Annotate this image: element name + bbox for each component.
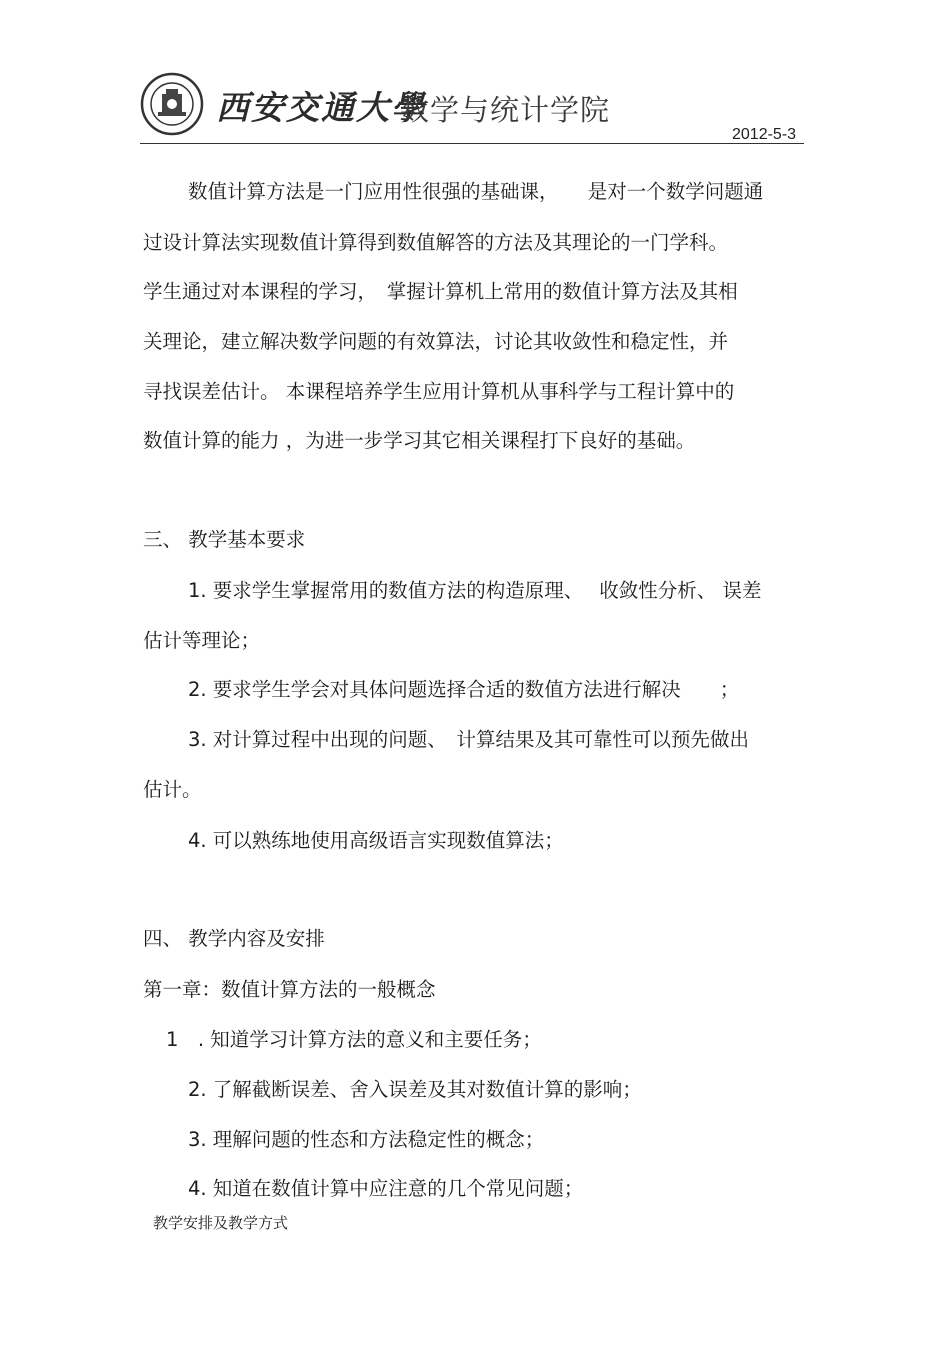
requirement-item: 估计。	[143, 778, 202, 801]
header-date: 2012-5-3	[732, 126, 797, 143]
chapter-title: 第一章：数值计算方法的一般概念	[143, 978, 436, 1001]
intro-line: 数值计算方法是一门应用性很强的基础课， 是对一个数学问题通	[188, 180, 764, 203]
chapter-item: 4. 知道在数值计算中应注意的几个常见问题；	[188, 1177, 584, 1200]
university-seal-logo	[140, 72, 204, 136]
requirement-item: 2. 要求学生学会对具体问题选择合适的数值方法进行解决 ；	[188, 678, 740, 701]
section-heading: 三、 教学基本要求	[143, 528, 306, 551]
school-name: 数学与统计学院	[400, 93, 611, 127]
chapter-item: 2. 了解截断误差、舍入误差及其对数值计算的影响；	[188, 1078, 642, 1101]
university-name: 西安交通大學	[216, 88, 426, 127]
section-heading: 四、 教学内容及安排	[143, 927, 325, 950]
chapter-item: 3. 理解问题的性态和方法稳定性的概念；	[188, 1128, 545, 1151]
requirement-item: 3. 对计算过程中出现的问题、 计算结果及其可靠性可以预先做出	[188, 728, 750, 751]
requirement-item: 4. 可以熟练地使用高级语言实现数值算法；	[188, 829, 564, 852]
intro-line: 学生通过对本课程的学习， 掌握计算机上常用的数值计算方法及其相	[143, 280, 738, 303]
requirement-item: 1. 要求学生掌握常用的数值方法的构造原理、 收敛性分析、 误差	[188, 579, 762, 602]
chapter-item: 1 . 知道学习计算方法的意义和主要任务；	[166, 1028, 542, 1051]
page-header	[140, 68, 810, 146]
requirement-item: 估计等理论；	[143, 629, 261, 652]
intro-line: 过设计算法实现数值计算得到数值解答的方法及其理论的一门学科。	[143, 231, 729, 254]
header-rule	[140, 143, 804, 144]
intro-line: 寻找误差估计。 本课程培养学生应用计算机从事科学与工程计算中的	[143, 380, 735, 403]
footer-note: 教学安排及教学方式	[153, 1214, 289, 1232]
intro-line: 关理论，建立解决数学问题的有效算法，讨论其收敛性和稳定性，并	[143, 330, 729, 353]
intro-line: 数值计算的能力 ，为进一步学习其它相关课程打下良好的基础。	[143, 429, 696, 452]
